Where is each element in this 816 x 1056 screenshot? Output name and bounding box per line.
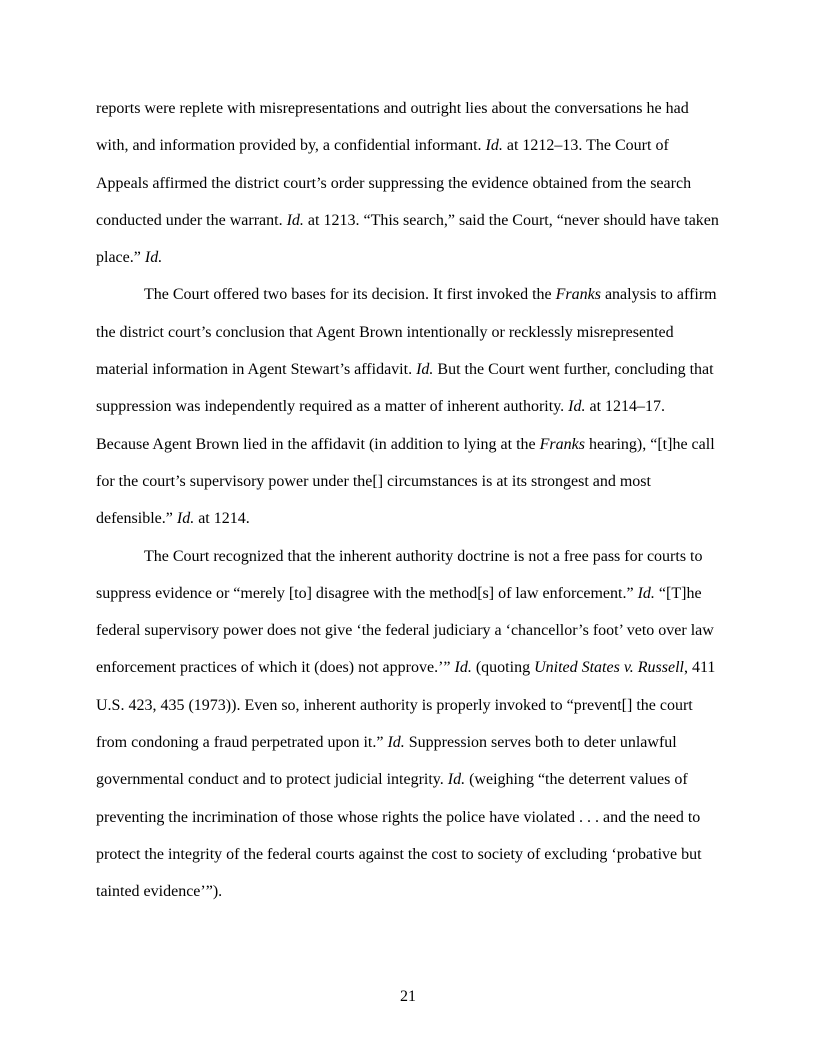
text-line bbox=[96, 202, 720, 239]
text-run: from condoning a fraud perpetrated upon it.” bbox=[96, 734, 388, 752]
text-run: Appeals affirmed the district court’s order suppressing the evidence obtained from the search bbox=[96, 174, 692, 192]
text-run: governmental conduct and to protect judicial integrity. bbox=[96, 771, 448, 789]
text-run: , 411 bbox=[683, 659, 716, 677]
text-run: Suppression serves both to deter unlawful bbox=[404, 734, 677, 752]
text-run: The Court offered two bases for its decision. It first invoked the bbox=[144, 286, 556, 304]
text-line bbox=[96, 426, 720, 463]
text-run: suppress evidence or “merely [to] disagree with the method[s] of law enforcement.” bbox=[96, 584, 638, 602]
text-line bbox=[96, 761, 720, 798]
text-line bbox=[96, 314, 720, 351]
italic-text-run: Id. bbox=[144, 249, 163, 267]
text-run: But the Court went further, concluding that bbox=[433, 361, 714, 379]
text-run: material information in Agent Stewart’s affidavit. bbox=[96, 361, 417, 379]
italic-text-run: Id. bbox=[485, 137, 503, 155]
page-number: 21 bbox=[400, 988, 416, 1005]
text-run: suppression was independently required as a matter of inherent authority. bbox=[96, 398, 569, 416]
text-line bbox=[96, 239, 720, 276]
text-line bbox=[96, 649, 720, 686]
text-run: (weighing “the deterrent values of bbox=[465, 771, 688, 789]
document-body bbox=[96, 90, 720, 911]
text-run: conducted under the warrant. bbox=[96, 211, 287, 229]
text-line bbox=[96, 575, 720, 612]
text-line bbox=[96, 388, 720, 425]
italic-text-run: Franks bbox=[539, 435, 585, 453]
italic-text-run: Id. bbox=[454, 659, 472, 677]
text-line bbox=[96, 127, 720, 164]
text-run: place.” bbox=[96, 249, 145, 267]
text-line bbox=[96, 538, 720, 575]
text-run: with, and information provided by, a confidential informant. bbox=[96, 137, 486, 155]
italic-text-run: Id. bbox=[447, 771, 466, 789]
text-run: hearing), “[t]he call bbox=[584, 435, 715, 453]
text-line bbox=[96, 165, 720, 202]
text-line bbox=[96, 276, 720, 313]
text-run: federal supervisory power does not give ‘the federal judiciary a ‘chancellor’s foot’ veto over law bbox=[96, 622, 714, 640]
italic-text-run: Id. bbox=[286, 211, 304, 229]
text-run: Because Agent Brown lied in the affidavit (in addition to lying at the bbox=[96, 435, 540, 453]
text-run: tainted evidence’”). bbox=[96, 883, 223, 901]
text-line bbox=[96, 724, 720, 761]
italic-text-run: Id. bbox=[176, 510, 195, 528]
text-line bbox=[96, 90, 720, 127]
text-run: analysis to affirm bbox=[600, 286, 717, 304]
text-run: “[T]he bbox=[654, 584, 702, 602]
text-run: the district court’s conclusion that Agent Brown intentionally or recklessly misrepresented bbox=[96, 323, 674, 341]
text-line bbox=[96, 873, 720, 910]
text-run: The Court recognized that the inherent authority doctrine is not a free pass for courts to bbox=[144, 547, 703, 565]
text-line bbox=[96, 612, 720, 649]
italic-text-run: Id. bbox=[387, 734, 405, 752]
text-run: U.S. 423, 435 (1973)). Even so, inherent authority is properly invoked to “prevent[] the court bbox=[96, 696, 693, 714]
italic-text-run: Id. bbox=[568, 398, 586, 416]
italic-text-run: Id. bbox=[637, 584, 655, 602]
text-line bbox=[96, 687, 720, 724]
text-line bbox=[96, 463, 720, 500]
text-run: at 1214–17. bbox=[585, 398, 666, 416]
text-line bbox=[96, 799, 720, 836]
text-run: (quoting bbox=[471, 659, 535, 677]
italic-text-run: Id. bbox=[416, 361, 434, 379]
italic-text-run: Franks bbox=[555, 286, 601, 304]
text-line bbox=[96, 500, 720, 537]
text-run: preventing the incrimination of those whose rights the police have violated . . . and the need to bbox=[96, 808, 701, 826]
text-run: defensible.” bbox=[96, 510, 177, 528]
italic-text-run: United States v. Russell bbox=[534, 659, 684, 677]
text-run: reports were replete with misrepresentations and outright lies about the conversations he had bbox=[96, 100, 689, 117]
text-run: at 1214. bbox=[194, 510, 250, 528]
text-line bbox=[96, 836, 720, 873]
text-run: at 1213. “This search,” said the Court, “never should have taken bbox=[303, 211, 719, 229]
text-run: enforcement practices of which it (does) not approve.’” bbox=[96, 659, 455, 677]
text-run: at 1212–13. The Court of bbox=[502, 137, 669, 155]
text-run: protect the integrity of the federal courts against the cost to society of excluding ‘probative but bbox=[96, 845, 702, 863]
text-line bbox=[96, 351, 720, 388]
text-run: for the court’s supervisory power under the[] circumstances is at its strongest and most bbox=[96, 472, 651, 490]
